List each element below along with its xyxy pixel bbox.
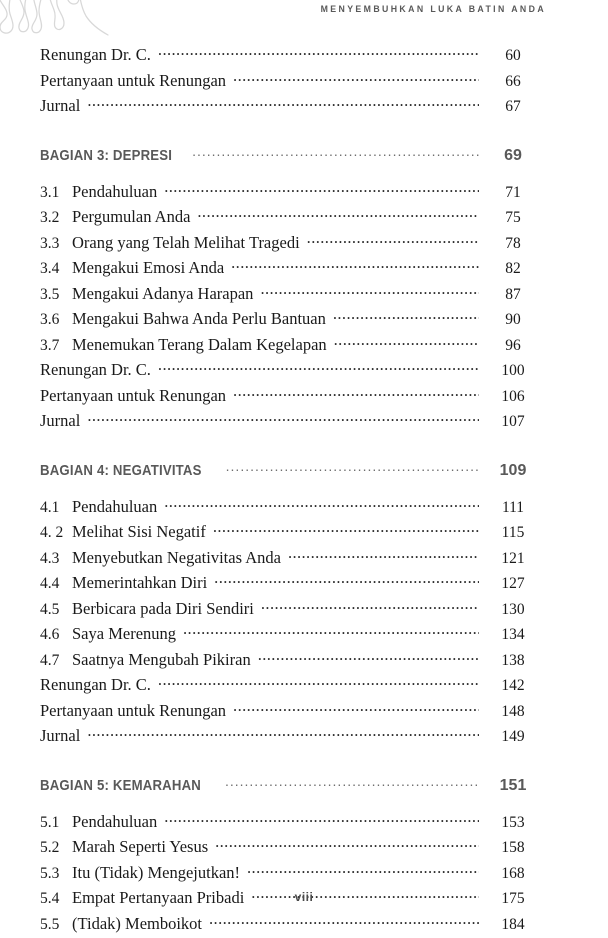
toc-entry[interactable] [40,598,545,624]
dot-leader [164,181,479,197]
toc-entry[interactable] [40,385,545,411]
toc-entry-label: Melihat Sisi Negatif [72,522,211,542]
toc-entry-label: Menemukan Terang Dalam Kegelapan [72,335,332,355]
toc-page-number: 184 [481,916,545,934]
toc-entry[interactable] [40,181,545,207]
toc-entry-label: Pendahuluan [72,812,162,832]
toc-entry[interactable] [40,700,545,726]
toc-entry-label: Marah Seperti Yesus [72,837,213,857]
dot-leader [213,521,479,537]
toc-entry-number: 3.6 [40,311,72,329]
dot-leader [164,811,479,827]
toc-entry-label: (Tidak) Memboikot [72,914,207,934]
section-spacer [40,121,545,144]
toc-entry-number: 3.5 [40,286,72,304]
running-head: MENYEMBUHKAN LUKA BATIN ANDA [321,4,546,15]
toc-entry-label: Memerintahkan Diri [72,573,212,593]
toc-page-number: 66 [481,73,545,91]
dot-leader [225,774,479,790]
dot-leader [87,95,479,111]
toc-entry-label: Saatnya Mengubah Pikiran [72,650,256,670]
toc-entry-number: 5.3 [40,865,72,883]
toc-entry[interactable] [40,44,545,70]
dot-leader [192,144,479,160]
table-of-contents [40,44,545,938]
toc-entry[interactable] [40,334,545,360]
toc-page-number: 168 [481,865,545,883]
toc-entry-label: Renungan Dr. C. [40,360,156,380]
toc-page-number: 111 [481,499,545,517]
toc-page-number: 138 [481,652,545,670]
toc-entry-label: Mengakui Emosi Anda [72,258,229,278]
dot-leader [288,547,479,563]
section-spacer [40,174,545,181]
toc-entry[interactable] [40,572,545,598]
dot-leader [164,496,479,512]
toc-entry-label: Jurnal [40,411,85,431]
toc-entry[interactable] [40,206,545,232]
toc-part-label: BAGIAN 4: NEGATIVITAS [40,462,202,479]
toc-page-number: 67 [481,98,545,116]
toc-entry-number: 4.6 [40,626,72,644]
toc-entry-number: 5.1 [40,814,72,832]
toc-entry[interactable] [40,95,545,121]
toc-page-number: 151 [481,777,545,795]
toc-entry-label: Pergumulan Anda [72,207,195,227]
section-spacer [40,436,545,459]
toc-entry-number: 4. 2 [40,524,72,542]
toc-entry[interactable] [40,283,545,309]
toc-part-label: BAGIAN 5: KEMARAHAN [40,777,201,794]
toc-entry-label: Mengakui Bahwa Anda Perlu Bantuan [72,309,331,329]
page-folio: viii [0,890,608,904]
toc-page-number: 75 [481,209,545,227]
toc-entry-label: Empat Pertanyaan Pribadi [72,888,249,908]
toc-entry-number: 4.5 [40,601,72,619]
section-spacer [40,489,545,496]
section-spacer [40,804,545,811]
dot-leader [209,913,479,929]
toc-entry-number: 4.7 [40,652,72,670]
toc-entry-number: 3.3 [40,235,72,253]
toc-page-number: 121 [481,550,545,568]
dot-leader [307,232,479,248]
toc-entry-number: 4.4 [40,575,72,593]
toc-entry[interactable] [40,70,545,96]
toc-entry[interactable] [40,649,545,675]
dot-leader [333,308,479,324]
toc-entry[interactable] [40,359,545,385]
toc-page-number: 78 [481,235,545,253]
toc-page-number: 115 [481,524,545,542]
toc-entry-number: 4.3 [40,550,72,568]
toc-entry-label: Jurnal [40,96,85,116]
dot-leader [260,283,479,299]
dot-leader [214,572,479,588]
toc-page-number: 60 [481,47,545,65]
toc-entry-label: Pertanyaan untuk Renungan [40,71,231,91]
toc-page-number: 130 [481,601,545,619]
dot-leader [233,385,479,401]
toc-page-number: 142 [481,677,545,695]
dot-leader [231,257,479,273]
toc-entry-number: 5.2 [40,839,72,857]
toc-page-number: 71 [481,184,545,202]
toc-entry[interactable] [40,308,545,334]
toc-entry-number: 3.2 [40,209,72,227]
dot-leader [226,459,479,475]
toc-entry-number: 3.4 [40,260,72,278]
dot-leader [158,674,479,690]
toc-entry-label: Jurnal [40,726,85,746]
toc-entry[interactable] [40,257,545,283]
toc-page-number: 107 [481,413,545,431]
dot-leader [334,334,479,350]
squiggle-ornament-icon [0,0,111,46]
toc-entry-label: Pertanyaan untuk Renungan [40,701,231,721]
toc-entry-label: Menyebutkan Negativitas Anda [72,548,286,568]
toc-page-number: 148 [481,703,545,721]
toc-entry[interactable] [40,232,545,258]
toc-page-number: 96 [481,337,545,355]
toc-page-number: 175 [481,890,545,908]
toc-page-number: 109 [481,462,545,480]
toc-entry-label: Renungan Dr. C. [40,45,156,65]
dot-leader [87,410,479,426]
toc-entry-number: 3.7 [40,337,72,355]
toc-page-number: 82 [481,260,545,278]
toc-page-number: 153 [481,814,545,832]
toc-part-heading[interactable] [40,774,545,804]
toc-page-number: 90 [481,311,545,329]
dot-leader [261,598,479,614]
dot-leader [233,700,479,716]
toc-part-heading[interactable] [40,144,545,174]
toc-entry[interactable] [40,674,545,700]
toc-entry-number: 3.1 [40,184,72,202]
toc-entry-label: Mengakui Adanya Harapan [72,284,258,304]
toc-entry-label: Renungan Dr. C. [40,675,156,695]
toc-entry-number: 5.4 [40,890,72,908]
toc-page-number: 100 [481,362,545,380]
toc-entry[interactable] [40,862,545,888]
toc-entry-label: Berbicara pada Diri Sendiri [72,599,259,619]
toc-entry-label: Orang yang Telah Melihat Tragedi [72,233,305,253]
toc-page-number: 158 [481,839,545,857]
dot-leader [233,70,479,86]
toc-entry[interactable] [40,410,545,436]
toc-entry[interactable] [40,623,545,649]
toc-entry[interactable] [40,496,545,522]
toc-page-number: 149 [481,728,545,746]
toc-entry[interactable] [40,725,545,751]
toc-entry-label: Saya Merenung [72,624,181,644]
dot-leader [158,44,479,60]
section-spacer [40,751,545,774]
toc-entry-number: 4.1 [40,499,72,517]
dot-leader [197,206,479,222]
toc-entry-label: Pertanyaan untuk Renungan [40,386,231,406]
toc-part-heading[interactable] [40,459,545,489]
dot-leader [258,649,479,665]
toc-page-number: 127 [481,575,545,593]
dot-leader [158,359,479,375]
toc-entry-label: Pendahuluan [72,182,162,202]
toc-entry[interactable] [40,547,545,573]
toc-page-number: 134 [481,626,545,644]
toc-entry[interactable] [40,836,545,862]
toc-page-number: 69 [481,147,545,165]
dot-leader [247,862,479,878]
toc-entry-label: Itu (Tidak) Mengejutkan! [72,863,245,883]
toc-entry[interactable] [40,521,545,547]
toc-page-number: 106 [481,388,545,406]
toc-entry[interactable] [40,913,545,938]
dot-leader [87,725,479,741]
toc-page-number: 87 [481,286,545,304]
dot-leader [215,836,479,852]
toc-part-label: BAGIAN 3: DEPRESI [40,147,172,164]
toc-entry-number: 5.5 [40,916,72,934]
toc-entry[interactable] [40,811,545,837]
toc-entry-label: Pendahuluan [72,497,162,517]
dot-leader [183,623,479,639]
